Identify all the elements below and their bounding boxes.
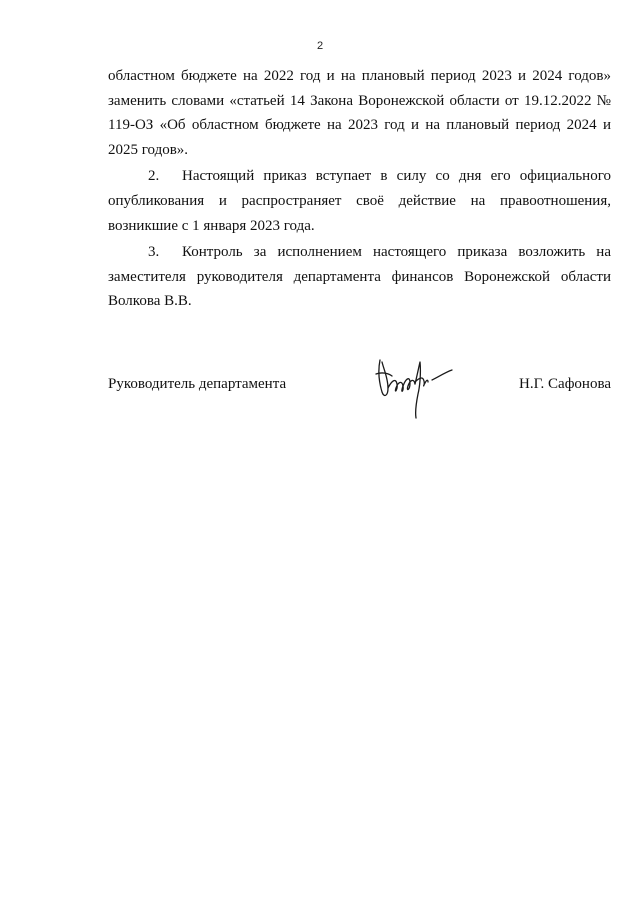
item-number: 2. — [148, 168, 160, 185]
page-number: 2 — [316, 40, 324, 52]
item-text: Контроль за исполнением настоящего приказа возложить на заместителя руководителя департамента финансов Воронежской области Волкова В.В. — [108, 244, 611, 310]
item-number: 3. — [148, 244, 160, 261]
continuation-paragraph: областном бюджете на 2022 год и на плановый период 2023 и 2024 годов» заменить словами «статьей 14 Закона Воронежской области от 19.12.2022 № 119-ОЗ «Об областном бюджете на 2023 год и на плановый период 2024 и 2025 годов». — [108, 68, 611, 158]
handwritten-signature — [370, 352, 470, 424]
signatory-position: Руководитель департамента — [108, 376, 287, 392]
item-text: Настоящий приказ вступает в силу со дня его официального опубликования и распространяет своё действие на правоотношения, возникшие с 1 января 2023 года. — [108, 168, 611, 234]
signature-block — [108, 372, 611, 432]
signatory-name: Н.Г. Сафонова — [518, 376, 611, 392]
paragraph-item-3 — [108, 240, 611, 314]
document-body — [108, 64, 611, 314]
paragraph-item-2 — [108, 164, 611, 238]
